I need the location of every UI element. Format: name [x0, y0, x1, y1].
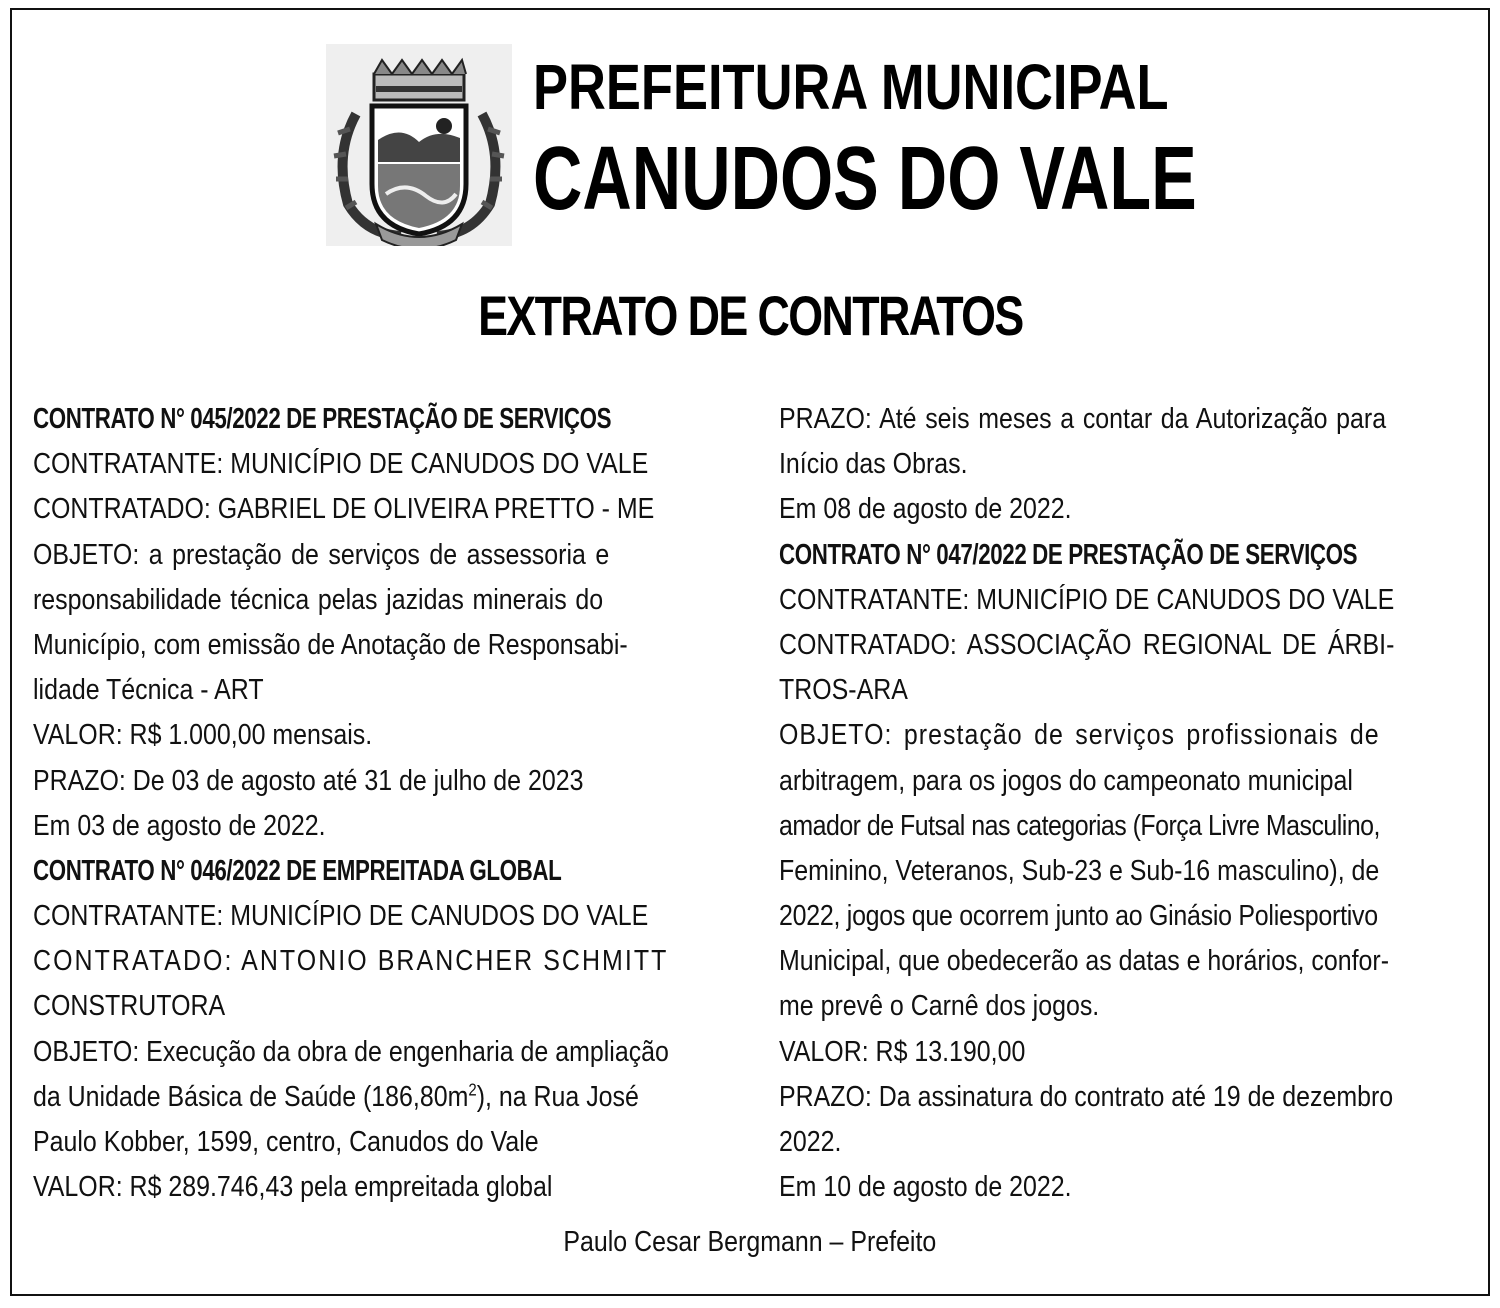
contract-047-prazo-line-1: PRAZO: Da assinatura do contrato até 19 de dezembro — [779, 1080, 1394, 1113]
contract-045-contratado: CONTRATADO: GABRIEL DE OLIVEIRA PRETTO - ME — [33, 493, 655, 526]
contract-046-objeto-line-3: Paulo Kobber, 1599, centro, Canudos do Vale — [33, 1126, 539, 1158]
contract-047-objeto-line-1: OBJETO: prestação de serviços profissionais de — [779, 719, 1380, 752]
contract-046-prazo-line-2: Início das Obras. — [779, 448, 968, 481]
contract-046-objeto-line-2a: da Unidade Básica de Saúde (186,80m — [33, 1080, 469, 1113]
contract-046-prazo-line-1: PRAZO: Até seis meses a contar da Autorização para — [779, 403, 1387, 435]
contract-047-heading: CONTRATO N° 047/2022 DE PRESTAÇÃO DE SERVIÇOS — [779, 538, 1358, 571]
contract-045-objeto-line-3: Município, com emissão de Anotação de Responsabi- — [33, 628, 628, 661]
contract-046-contratante: CONTRATANTE: MUNICÍPIO DE CANUDOS DO VALE — [33, 900, 649, 933]
signature-line — [0, 1226, 1500, 1259]
contract-046-heading: CONTRATO N° 046/2022 DE EMPREITADA GLOBAL — [33, 854, 562, 887]
contract-046-objeto-line-1: OBJETO: Execução da obra de engenharia de ampliação — [33, 1035, 669, 1068]
contract-046-objeto-line-2 — [33, 1075, 639, 1120]
contract-046-date: Em 08 de agosto de 2022. — [779, 493, 1072, 526]
contract-047-objeto-line-5: 2022, jogos que ocorrem junto ao Ginásio Poliesportivo — [779, 900, 1378, 933]
contract-045-objeto-line-4: lidade Técnica - ART — [33, 674, 264, 707]
contract-045-valor: VALOR: R$ 1.000,00 mensais. — [33, 719, 373, 752]
contract-047-date: Em 10 de agosto de 2022. — [779, 1171, 1072, 1204]
contract-045-objeto-line-1: OBJETO: a prestação de serviços de assessoria e — [33, 538, 610, 571]
contract-047-objeto-line-6: Municipal, que obedecerão as datas e horários, confor- — [779, 945, 1390, 978]
page-title — [0, 283, 1500, 348]
contract-047-objeto-line-3: amador de Futsal nas categorias (Força Livre Masculino, — [779, 809, 1380, 842]
contract-047-objeto-line-7: me prevê o Carnê dos jogos. — [779, 990, 1100, 1023]
contract-047-objeto-line-4: Feminino, Veteranos, Sub-23 e Sub-16 masculino), de — [779, 854, 1380, 887]
left-column — [33, 397, 723, 1210]
contract-045-date: Em 03 de agosto de 2022. — [33, 809, 326, 842]
contract-047-objeto-line-2: arbitragem, para os jogos do campeonato municipal — [779, 764, 1353, 797]
contract-047-contratado-line-1: CONTRATADO: ASSOCIAÇÃO REGIONAL DE ÁRBI- — [779, 628, 1395, 661]
contract-045-objeto-line-2: responsabilidade técnica pelas jazidas minerais do — [33, 583, 604, 616]
contract-046-valor: VALOR: R$ 289.746,43 pela empreitada global — [33, 1171, 553, 1204]
contract-046-objeto-line-2b: ), na Rua José — [476, 1080, 639, 1113]
page-title-text: EXTRATO DE CONTRATOS — [477, 284, 1023, 347]
header-line-2: CANUDOS DO VALE — [533, 129, 1197, 229]
contract-046-contratado-line-2: CONSTRUTORA — [33, 990, 226, 1023]
contract-047-prazo-line-2: 2022. — [779, 1126, 842, 1158]
signature-text: Paulo Cesar Bergmann – Prefeito — [563, 1226, 937, 1258]
contract-047-contratado-line-2: TROS-ARA — [779, 674, 908, 707]
header-line-1: PREFEITURA MUNICIPAL — [533, 51, 1169, 123]
contract-045-heading: CONTRATO N° 045/2022 DE PRESTAÇÃO DE SERVIÇOS — [33, 403, 612, 435]
contract-045-prazo: PRAZO: De 03 de agosto até 31 de julho de 2023 — [33, 764, 584, 797]
right-column — [779, 397, 1469, 1210]
contract-047-contratante: CONTRATANTE: MUNICÍPIO DE CANUDOS DO VALE — [779, 583, 1395, 616]
contract-047-valor: VALOR: R$ 13.190,00 — [779, 1035, 1026, 1068]
contract-045-contratante: CONTRATANTE: MUNICÍPIO DE CANUDOS DO VALE — [33, 448, 649, 481]
contract-046-contratado-line-1: CONTRATADO: ANTONIO BRANCHER SCHMITT — [33, 945, 669, 978]
superscript-2: 2 — [468, 1079, 477, 1100]
municipal-coat-of-arms — [326, 44, 512, 246]
